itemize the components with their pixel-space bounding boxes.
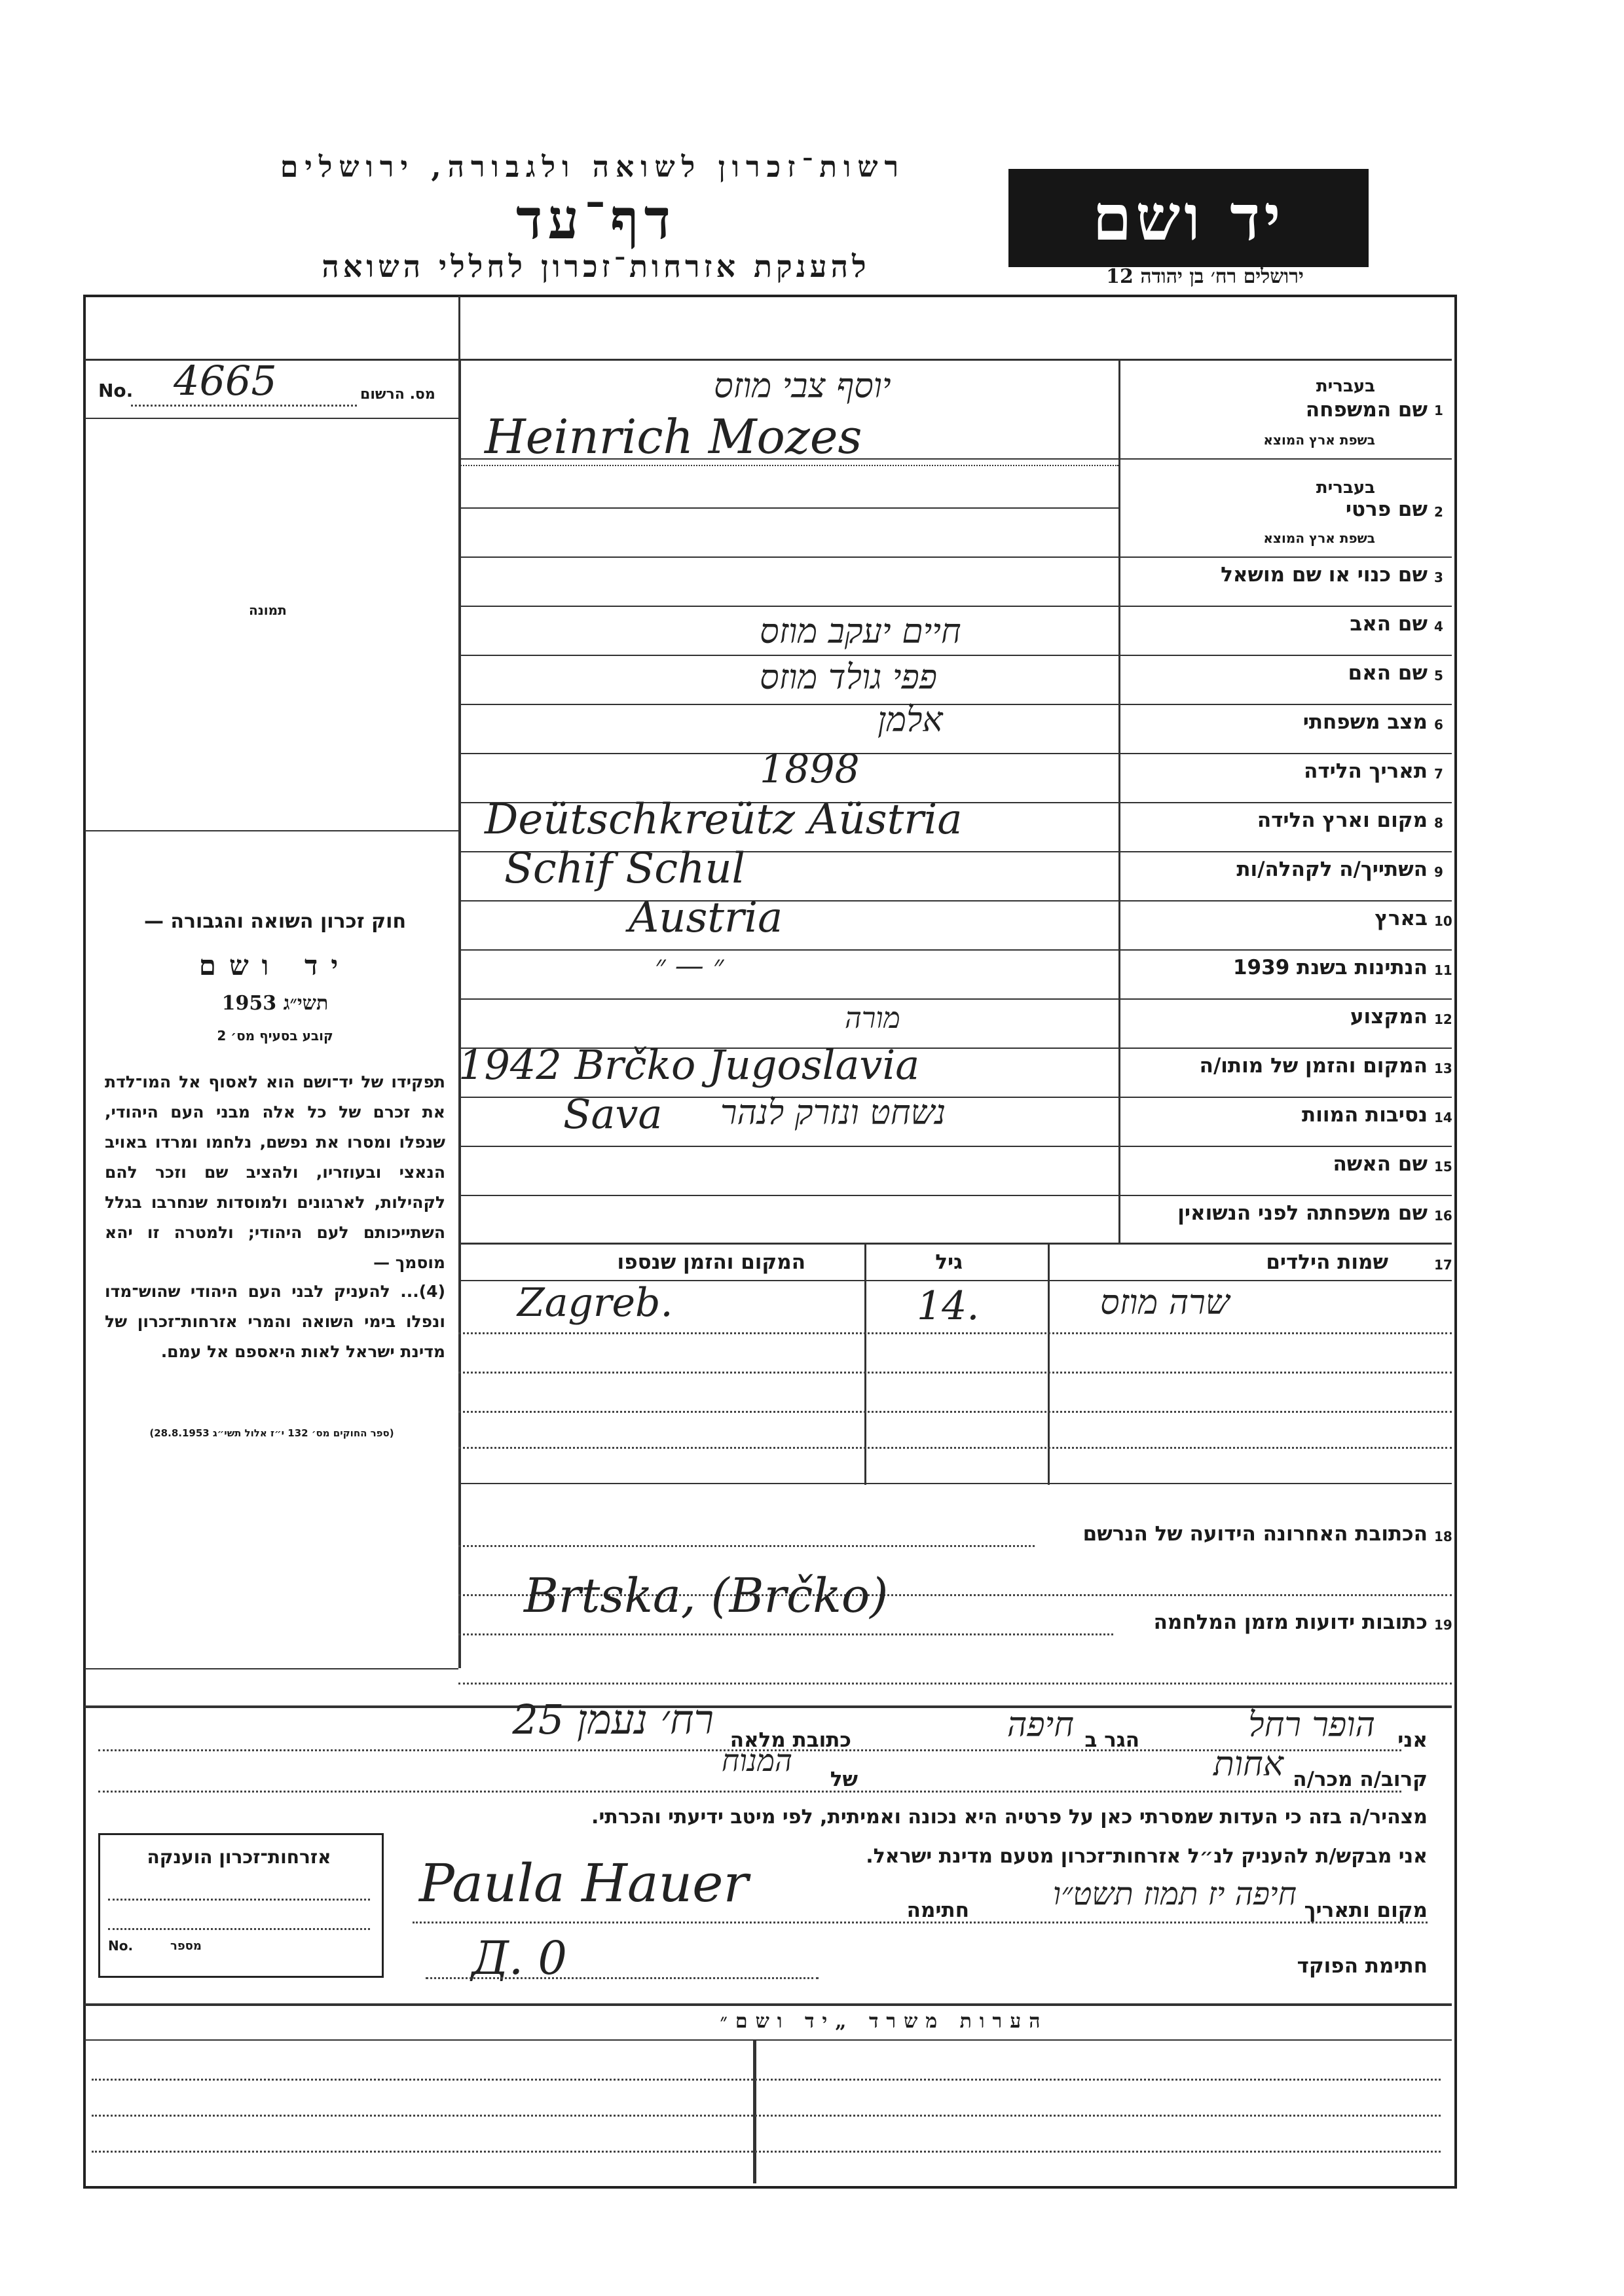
- row-line-2a: [458, 507, 1118, 509]
- decl-line-4: [426, 1977, 819, 1979]
- decl-prefix: אני: [1397, 1728, 1428, 1752]
- law-year: תשי״ג 1953: [221, 992, 329, 1015]
- row-line-6: [458, 753, 1452, 754]
- decl-place-date-label: מקום ותאריך: [1304, 1899, 1428, 1922]
- children-row-line-4: [458, 1447, 1452, 1449]
- field-7-value: 1898: [760, 746, 860, 792]
- decl-full-address-label: כתובת מלאה: [729, 1728, 851, 1752]
- row-line-1b: [458, 465, 1118, 466]
- children-row-line-2: [458, 1372, 1452, 1374]
- field-11-num: 11: [1434, 962, 1452, 978]
- decl-place-date: חיפה יז תמוז תשט״ו: [1052, 1876, 1297, 1912]
- decl-relation: אחות: [1213, 1745, 1283, 1784]
- field-4-label: שם האב: [1350, 612, 1428, 636]
- children-row-line-3: [458, 1411, 1452, 1413]
- field-16-label: שם משפחתה לפני הנשואין: [1177, 1201, 1428, 1225]
- field-12-num: 12: [1434, 1011, 1452, 1027]
- citizenship-no-label: No.: [108, 1938, 134, 1954]
- citizenship-line-2: [108, 1928, 370, 1930]
- children-col-age: גיל: [935, 1250, 963, 1274]
- field-7-label: תאריך הלידה: [1304, 759, 1428, 783]
- law-box-bottom: [84, 1668, 458, 1669]
- office-notes-line-2: [92, 2115, 1441, 2117]
- law-text-1: תפקידו של יד־ושם הוא לאסוף אל המו־לדת את זכרם של כל אלה מבני העם היהודי, שנפלו ומסרו את נפשם, נלחמו ומרדו באויב הנאצי ובעוזריו, ולהציב שם וזכר להם לקהילות, לארגונים ולמוסדות שנחרבו בגלל השתייכותם לעם היהודי; ולמטרה זו יהא מוסמך —: [105, 1072, 445, 1272]
- decl-relation-label: קרוב/ה מכר/ה: [1293, 1768, 1428, 1791]
- left-column-divider: [458, 359, 461, 1668]
- field-15-num: 15: [1434, 1159, 1452, 1175]
- office-notes-top: [84, 2003, 1452, 2006]
- row-line-10: [458, 949, 1452, 951]
- law-name: יד ושם: [198, 949, 352, 981]
- registration-line: [84, 418, 458, 419]
- row-line-16: [458, 1243, 1452, 1245]
- field-18-line-1: [458, 1545, 1035, 1547]
- labels-column-divider: [1118, 359, 1120, 1243]
- decl-statement-2: אני מבקש/ת להעניק לנ״ל אזרחות־זכרון מטעם מדינת ישראל.: [866, 1845, 1428, 1868]
- field-6-num: 6: [1434, 717, 1443, 733]
- field-2-sub-origin: בשפת ארץ המוצא: [1263, 530, 1375, 546]
- children-row-line-1: [458, 1332, 1452, 1334]
- row-line-4: [458, 655, 1452, 656]
- field-14-label: נסיבות המוות: [1302, 1103, 1428, 1127]
- field-7-num: 7: [1434, 766, 1443, 782]
- header-strip-line: [84, 359, 1452, 361]
- declaration-top-line: [84, 1705, 1452, 1708]
- child-1-place: Zagreb.: [517, 1280, 673, 1326]
- row-line-9: [458, 900, 1452, 902]
- field-6-label: מצב משפחתי: [1302, 710, 1428, 734]
- office-notes-line-1: [92, 2079, 1441, 2081]
- field-2-label: שם פרטי: [1345, 498, 1428, 521]
- field-14-value-latin: Sava: [563, 1090, 663, 1138]
- field-1-num: 1: [1434, 403, 1443, 418]
- decl-full-address: רח׳ נעמן 25: [512, 1696, 714, 1743]
- field-5-value: פפי גולד מוזס: [760, 658, 938, 697]
- registration-no-label: No.: [98, 380, 134, 401]
- yad-vashem-logo: יד ושם: [1008, 169, 1369, 267]
- decl-officer-label: חתימת הפוקד: [1297, 1954, 1428, 1978]
- photo-bottom-line: [84, 830, 458, 831]
- citizenship-title: אזרחות־זכרון הוענקה: [147, 1846, 331, 1868]
- children-col-place: המקום והזמן שנספו: [617, 1250, 805, 1274]
- field-13-num: 13: [1434, 1061, 1452, 1076]
- header-strip-divider: [458, 296, 460, 359]
- field-8-num: 8: [1434, 815, 1443, 831]
- field-10-value: Austria: [629, 894, 783, 942]
- field-19-line-1: [458, 1633, 1113, 1635]
- field-1-sub-hebrew: בעברית: [1316, 376, 1375, 396]
- field-12-value: מורה: [845, 1002, 900, 1035]
- field-10-num: 10: [1434, 913, 1452, 929]
- decl-resides-label: הגר ב: [1084, 1728, 1139, 1752]
- registration-label: מס. הרשום: [360, 386, 435, 403]
- decl-officer-signature: Д. 0: [471, 1931, 567, 1985]
- decl-city: חיפה: [1006, 1705, 1074, 1745]
- row-line-11: [458, 998, 1452, 1000]
- decl-line-2: [98, 1791, 1401, 1793]
- field-1-label: שם המשפחה: [1305, 398, 1428, 422]
- field-12-label: המקצוע: [1350, 1005, 1428, 1029]
- field-16-num: 16: [1434, 1208, 1452, 1224]
- decl-signature-label: חתימה: [906, 1899, 969, 1922]
- field-14-value-hebrew: נשחט ונזרק לנהר: [720, 1093, 946, 1133]
- decl-of-label: של: [830, 1768, 858, 1791]
- registration-dots: [131, 405, 357, 407]
- field-11-label: הנתינות בשנת 1939: [1232, 956, 1428, 979]
- office-notes-header-line: [84, 2039, 1452, 2041]
- field-1-sub-origin: בשפת ארץ המוצא: [1263, 432, 1375, 448]
- child-1-name: שרה מוזס: [1100, 1283, 1230, 1322]
- row-line-14: [458, 1146, 1452, 1147]
- field-19-value: Brtska, (Brčko): [524, 1568, 889, 1623]
- address-line: ירושלים רח׳ בן יהודה 12: [1106, 265, 1304, 288]
- field-19-line-2: [458, 1683, 1452, 1685]
- authority-title: רשות־זכרון לשואה ולגבורה, ירושלים: [280, 151, 906, 184]
- decl-line-3: [413, 1922, 1428, 1923]
- decl-statement-1: מצהיר/ה בזה כי העדות שמסרתי כאן על פרטיה היא נכונה ואמיתית, לפי מיטב ידיעתי והכרתי.: [591, 1806, 1428, 1829]
- children-bottom-line: [458, 1483, 1452, 1484]
- office-notes-title: הערות משרד „יד ושם״: [720, 2010, 1048, 2033]
- document-subtitle: להענקת אזרחות־זכרון לחללי השואה: [322, 249, 870, 284]
- children-num: 17: [1434, 1257, 1452, 1273]
- field-15-label: שם האשה: [1333, 1152, 1428, 1176]
- field-14-num: 14: [1434, 1110, 1452, 1125]
- field-6-value: אלמן: [877, 701, 943, 740]
- field-19-label: כתובות ידועות מזמן המלחמה: [1153, 1611, 1428, 1634]
- office-notes-line-3: [92, 2151, 1441, 2153]
- field-5-num: 5: [1434, 668, 1443, 683]
- children-col-names: שמות הילדים: [1266, 1250, 1388, 1274]
- field-2-num: 2: [1434, 504, 1443, 520]
- citizenship-line-1: [108, 1899, 370, 1901]
- citizenship-number-label: מספר: [170, 1939, 202, 1953]
- field-2-sub-hebrew: בעברית: [1316, 478, 1375, 498]
- field-5-label: שם האם: [1348, 661, 1428, 685]
- row-line-2b: [458, 556, 1452, 558]
- field-3-num: 3: [1434, 570, 1443, 585]
- field-9-num: 9: [1434, 864, 1443, 880]
- field-13-value: 1942 Brčko Jugoslavia: [458, 1041, 920, 1089]
- office-notes-divider: [753, 2039, 756, 2183]
- field-13-label: המקום והזמן של מותו/ה: [1199, 1054, 1428, 1078]
- law-footnote: (ספר החוקים מס׳ 132 י״ז אלול תשי״ג 28.8.1953): [149, 1427, 394, 1439]
- law-clause: קובע בסעיף מס׳ 2: [217, 1028, 333, 1044]
- row-line-3: [458, 606, 1452, 607]
- child-1-age: 14.: [917, 1283, 980, 1329]
- photo-label: תמונה: [249, 602, 287, 618]
- row-line-5: [458, 704, 1452, 705]
- field-1-value-latin: Heinrich Mozes: [485, 409, 862, 464]
- field-10-label: בארץ: [1375, 907, 1428, 930]
- decl-declarant: הופר רחל: [1248, 1705, 1375, 1745]
- field-9-value: Schif Schul: [504, 845, 745, 893]
- field-4-value: חיים יעקב מוזס: [760, 612, 961, 651]
- decl-signature: Paula Hauer: [419, 1853, 748, 1914]
- decl-of-value: המנוח: [721, 1743, 792, 1778]
- law-text-2: (4)... להעניק לבני העם היהודי שהוש־מדו ונפלו בימי השואה והמרי אזרחות־זכרון של מדינת ישראל לאות היאספם אל עמם.: [105, 1282, 445, 1361]
- field-19-num: 19: [1434, 1617, 1452, 1633]
- field-4-num: 4: [1434, 619, 1443, 634]
- field-3-label: שם כנוי או שם מושאל: [1221, 563, 1428, 587]
- field-1-value-hebrew: יוסף צבי מוזס: [714, 367, 891, 406]
- registration-number: 4665: [174, 357, 277, 405]
- document-title: דף־עד: [515, 187, 676, 251]
- field-18-label: הכתובת האחרונה הידועה של הנרשם: [1082, 1522, 1428, 1546]
- row-line-15: [458, 1195, 1452, 1196]
- field-8-label: מקום וארץ הלידה: [1257, 809, 1428, 832]
- field-11-value: ״ — ״: [655, 949, 724, 983]
- field-8-value: Deütschkreütz Aüstria: [485, 795, 963, 844]
- law-title: חוק זכרון השואה והגבורה —: [143, 910, 407, 933]
- field-9-label: השתייך/ה לקהלה/ות: [1236, 858, 1428, 881]
- field-18-num: 18: [1434, 1529, 1452, 1544]
